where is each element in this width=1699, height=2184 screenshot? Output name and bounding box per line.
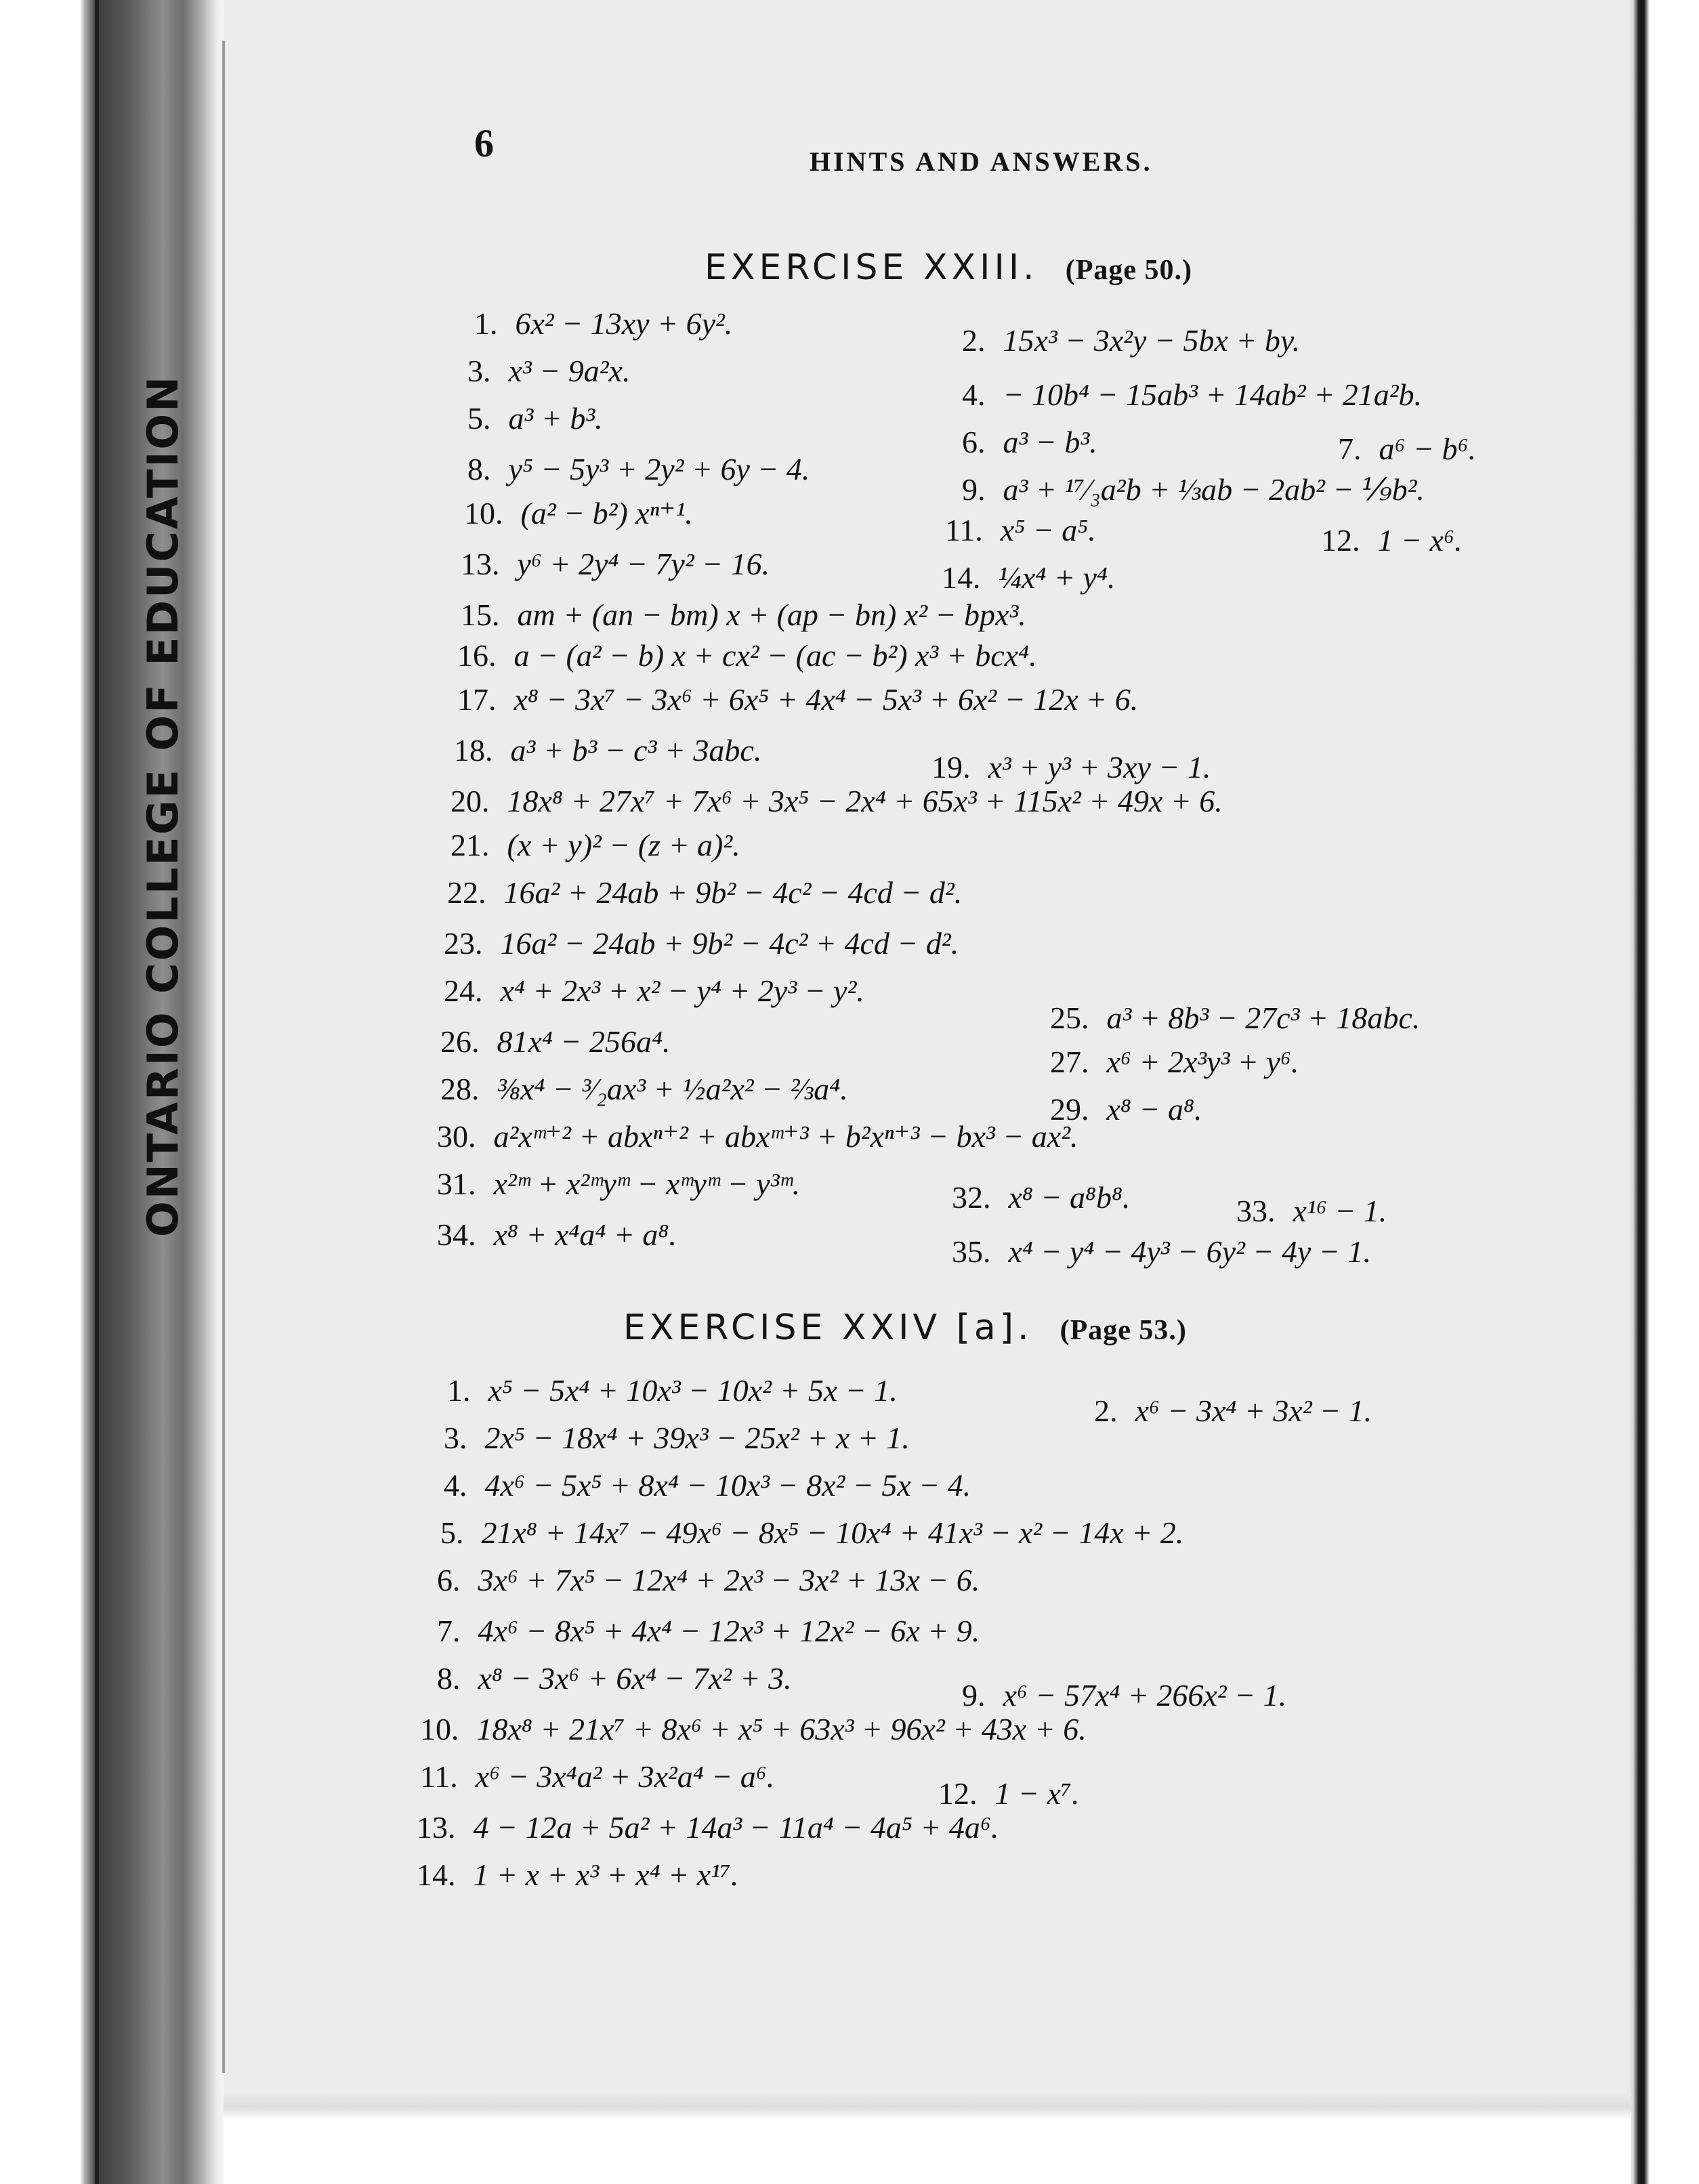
- answer-expression: x⁶ − 3x⁴ + 3x² − 1.: [1135, 1393, 1372, 1428]
- answer-item: [450, 786, 1223, 817]
- answer-number: 17.: [457, 682, 497, 717]
- page-number: 6: [474, 121, 494, 165]
- answer-expression: a³ + b³ − c³ + 3abc.: [510, 733, 762, 768]
- answer-item: [931, 752, 1211, 783]
- gutter-line: [222, 41, 225, 2073]
- answer-expression: 6x² − 13xy + 6y².: [515, 306, 733, 341]
- answer-item: [444, 1470, 971, 1501]
- answer-item: [952, 1236, 1371, 1267]
- answer-number: 22.: [447, 875, 486, 910]
- answer-expression: x⁸ − a⁸b⁸.: [1008, 1180, 1131, 1215]
- exercise-23-heading: [705, 247, 1192, 288]
- answer-expression: x⁵ − 5x⁴ + 10x³ − 10x² + 5x − 1.: [488, 1373, 898, 1408]
- answer-item: [1236, 1196, 1387, 1227]
- answer-expression: 4x⁶ − 8x⁵ + 4x⁴ − 12x³ + 12x² − 6x + 9.: [478, 1614, 980, 1648]
- answer-number: 13.: [461, 547, 500, 581]
- page-paper: [224, 0, 1631, 2184]
- answer-item: [437, 1121, 1078, 1152]
- answer-item: [440, 1517, 1183, 1549]
- answer-item: [962, 1680, 1286, 1711]
- answer-number: 14.: [417, 1857, 456, 1892]
- answer-expression: x⁶ + 2x³y³ + y⁶.: [1106, 1045, 1299, 1079]
- answer-expression: − 10b⁴ − 15ab³ + 14ab² + 21a²b.: [1003, 377, 1423, 412]
- answer-number: 30.: [437, 1119, 476, 1154]
- answer-expression: 1 − x⁷.: [994, 1776, 1080, 1811]
- answer-expression: a³ − b³.: [1003, 425, 1097, 459]
- answer-number: 28.: [440, 1072, 480, 1106]
- answer-expression: x³ + y³ + 3xy − 1.: [988, 750, 1211, 784]
- answer-item: [450, 830, 740, 861]
- answer-number: 1.: [474, 306, 498, 341]
- binding-edge: [95, 0, 99, 2184]
- running-head: HINTS AND ANSWERS.: [810, 146, 1153, 177]
- exercise-24-title: EXERCISE XXIV [a].: [623, 1307, 1033, 1348]
- answer-number: 3.: [467, 354, 491, 388]
- answer-item: [417, 1812, 999, 1843]
- answer-expression: x⁸ + x⁴a⁴ + a⁸.: [493, 1217, 677, 1252]
- exercise-23-page-ref: (Page 50.): [1065, 255, 1192, 286]
- answer-number: 10.: [464, 496, 503, 530]
- answer-item: [467, 403, 603, 434]
- answer-number: 21.: [450, 828, 490, 862]
- answer-item: [464, 498, 693, 529]
- answer-expression: 1 − x⁶.: [1377, 523, 1463, 558]
- answer-number: 3.: [444, 1421, 467, 1455]
- answer-number: 35.: [952, 1234, 991, 1269]
- answer-expression: 81x⁴ − 256a⁴.: [497, 1024, 671, 1059]
- answer-number: 11.: [420, 1759, 458, 1794]
- answer-expression: a³ + b³.: [508, 401, 603, 436]
- answer-expression: am + (an − bm) x + (ap − bn) x² − bpx³.: [517, 597, 1026, 632]
- answer-item: [1338, 434, 1476, 465]
- answer-expression: a⁶ − b⁶.: [1379, 432, 1477, 466]
- answer-item: [952, 1182, 1130, 1213]
- page-bottom-edge: [224, 2093, 1631, 2184]
- answer-item: [942, 562, 1115, 593]
- answer-number: 9.: [962, 472, 986, 507]
- answer-item: [461, 549, 770, 580]
- answer-expression: 21x⁸ + 14x⁷ − 49x⁶ − 8x⁵ − 10x⁴ + 41x³ − x² − 14x + 2.: [481, 1515, 1184, 1550]
- answer-number: 7.: [1338, 432, 1362, 466]
- answer-number: 8.: [437, 1661, 461, 1696]
- answer-item: [1094, 1395, 1372, 1427]
- answer-number: 16.: [457, 638, 497, 673]
- answer-number: 7.: [437, 1614, 461, 1648]
- answer-number: 24.: [444, 973, 483, 1008]
- exercise-24-heading: [623, 1307, 1187, 1348]
- answer-number: 33.: [1236, 1194, 1276, 1228]
- answer-item: [447, 1375, 898, 1406]
- answer-number: 5.: [440, 1515, 464, 1550]
- answer-number: 14.: [942, 560, 981, 595]
- answer-item: [461, 597, 1026, 632]
- answer-item: [938, 1778, 1079, 1809]
- answer-number: 18.: [454, 733, 493, 768]
- answer-expression: x³ − 9a²x.: [508, 354, 631, 388]
- answer-number: 4.: [444, 1468, 467, 1503]
- answer-expression: a³ + 8b³ − 27c³ + 18abc.: [1106, 1001, 1421, 1035]
- answer-item: [962, 427, 1097, 458]
- answer-number: 26.: [440, 1024, 480, 1059]
- answer-item: [962, 474, 1425, 505]
- answer-number: 13.: [417, 1810, 456, 1845]
- answer-item: [962, 379, 1422, 411]
- answer-item: [447, 877, 962, 908]
- answer-expression: 2x⁵ − 18x⁴ + 39x³ − 25x² + x + 1.: [484, 1421, 910, 1455]
- answer-number: 8.: [467, 452, 491, 486]
- answer-item: [1321, 525, 1462, 556]
- answer-expression: x²ᵐ + x²ᵐyᵐ − xᵐyᵐ − y³ᵐ.: [493, 1167, 801, 1201]
- answer-expression: (a² − b²) xⁿ⁺¹.: [520, 496, 693, 530]
- answer-number: 12.: [1321, 523, 1360, 558]
- answer-number: 1.: [447, 1373, 471, 1408]
- answer-item: [420, 1714, 1087, 1745]
- answer-expression: x⁴ − y⁴ − 4y³ − 6y² − 4y − 1.: [1008, 1234, 1371, 1269]
- answer-number: 2.: [1094, 1393, 1118, 1428]
- answer-item: [440, 1026, 670, 1057]
- answer-number: 5.: [467, 401, 491, 436]
- answer-expression: a − (a² − b) x + cx² − (ac − b²) x³ + bcx⁴.: [513, 638, 1037, 673]
- answer-expression: y⁵ − 5y³ + 2y² + 6y − 4.: [508, 452, 810, 486]
- answer-number: 11.: [945, 513, 983, 547]
- answer-item: [1050, 1047, 1299, 1078]
- page-right-edge: [1629, 0, 1699, 2184]
- library-stamp-text: ONTARIO COLLEGE OF EDUCATION: [138, 375, 188, 1237]
- answer-number: 12.: [938, 1776, 978, 1811]
- answer-expression: 4 − 12a + 5a² + 14a³ − 11a⁴ − 4a⁵ + 4a⁶.: [473, 1810, 999, 1845]
- answer-item: [444, 1423, 910, 1454]
- answer-number: 6.: [962, 425, 986, 459]
- answer-item: [444, 928, 959, 959]
- answer-number: 29.: [1050, 1092, 1089, 1127]
- answer-number: 15.: [461, 597, 500, 632]
- answer-number: 10.: [420, 1712, 459, 1746]
- answer-expression: x¹⁶ − 1.: [1293, 1194, 1387, 1228]
- answer-item: [457, 684, 1138, 715]
- answer-number: 25.: [1050, 1001, 1089, 1035]
- answer-number: 23.: [444, 926, 483, 961]
- answer-number: 32.: [952, 1180, 991, 1215]
- answer-item: [945, 515, 1096, 546]
- answer-expression: x⁶ − 3x⁴a² + 3x²a⁴ − a⁶.: [475, 1759, 775, 1794]
- answer-expression: 15x³ − 3x²y − 5bx + by.: [1003, 323, 1301, 358]
- exercise-24-page-ref: (Page 53.): [1060, 1315, 1187, 1346]
- answer-item: [444, 975, 864, 1007]
- answer-number: 2.: [962, 323, 986, 358]
- answer-item: [437, 1219, 677, 1251]
- answer-item: [440, 1074, 848, 1105]
- answer-expression: a³ + ¹⁷⁄₃a²b + ⅓ab − 2ab² − ⅑b².: [1003, 472, 1425, 507]
- answer-number: 31.: [437, 1167, 476, 1201]
- answer-expression: 18x⁸ + 27x⁷ + 7x⁶ + 3x⁵ − 2x⁴ + 65x³ + 115x² + 49x + 6.: [507, 784, 1223, 818]
- answer-expression: x⁸ − 3x⁶ + 6x⁴ − 7x² + 3.: [478, 1661, 792, 1696]
- answer-expression: y⁶ + 2y⁴ − 7y² − 16.: [517, 547, 770, 581]
- answer-expression: 18x⁸ + 21x⁷ + 8x⁶ + x⁵ + 63x³ + 96x² + 43x + 6.: [476, 1712, 1087, 1746]
- answer-item: [437, 1616, 980, 1647]
- answer-item: [454, 735, 761, 766]
- answer-expression: 4x⁶ − 5x⁵ + 8x⁴ − 10x³ − 8x² − 5x − 4.: [484, 1468, 971, 1503]
- exercise-23-title: EXERCISE XXIII.: [705, 247, 1039, 288]
- answer-number: 6.: [437, 1563, 461, 1597]
- answer-number: 4.: [962, 377, 986, 412]
- answer-item: [437, 1169, 800, 1200]
- answer-item: [1050, 1003, 1420, 1034]
- answer-item: [474, 308, 732, 339]
- answer-item: [420, 1761, 774, 1792]
- answer-expression: a²xᵐ⁺² + abxⁿ⁺² + abxᵐ⁺³ + b²xⁿ⁺³ − bx³ − ax².: [493, 1119, 1078, 1154]
- answer-expression: x⁸ − a⁸.: [1106, 1092, 1202, 1127]
- answer-expression: (x + y)² − (z + a)².: [507, 828, 740, 862]
- answer-number: 27.: [1050, 1045, 1089, 1079]
- answer-item: [467, 356, 630, 387]
- answer-item: [437, 1663, 792, 1694]
- book-binding: [0, 0, 224, 2184]
- answer-expression: 16a² − 24ab + 9b² − 4c² + 4cd − d².: [500, 926, 959, 961]
- answer-expression: ¼x⁴ + y⁴.: [998, 560, 1116, 595]
- answer-expression: x⁵ − a⁵.: [1000, 513, 1096, 547]
- answer-number: 19.: [931, 750, 971, 784]
- answer-expression: x⁸ − 3x⁷ − 3x⁶ + 6x⁵ + 4x⁴ − 5x³ + 6x² − 12x + 6.: [513, 682, 1139, 717]
- answer-expression: 3x⁶ + 7x⁵ − 12x⁴ + 2x³ − 3x² + 13x − 6.: [478, 1563, 980, 1597]
- answer-expression: x⁶ − 57x⁴ + 266x² − 1.: [1003, 1678, 1287, 1713]
- answer-number: 20.: [450, 784, 490, 818]
- answer-item: [417, 1857, 739, 1892]
- answer-expression: x⁴ + 2x³ + x² − y⁴ + 2y³ − y².: [500, 973, 864, 1008]
- answer-item: [457, 640, 1037, 671]
- answer-expression: 1 + x + x³ + x⁴ + x¹⁷.: [473, 1857, 739, 1892]
- answer-number: 34.: [437, 1217, 476, 1252]
- answer-item: [467, 454, 810, 485]
- answer-number: 9.: [962, 1678, 986, 1713]
- answer-expression: ⅜x⁴ − ³⁄₂ax³ + ½a²x² − ⅔a⁴.: [497, 1072, 848, 1106]
- answer-expression: 16a² + 24ab + 9b² − 4c² − 4cd − d².: [503, 875, 963, 910]
- answer-item: [962, 325, 1300, 356]
- answer-item: [437, 1565, 980, 1596]
